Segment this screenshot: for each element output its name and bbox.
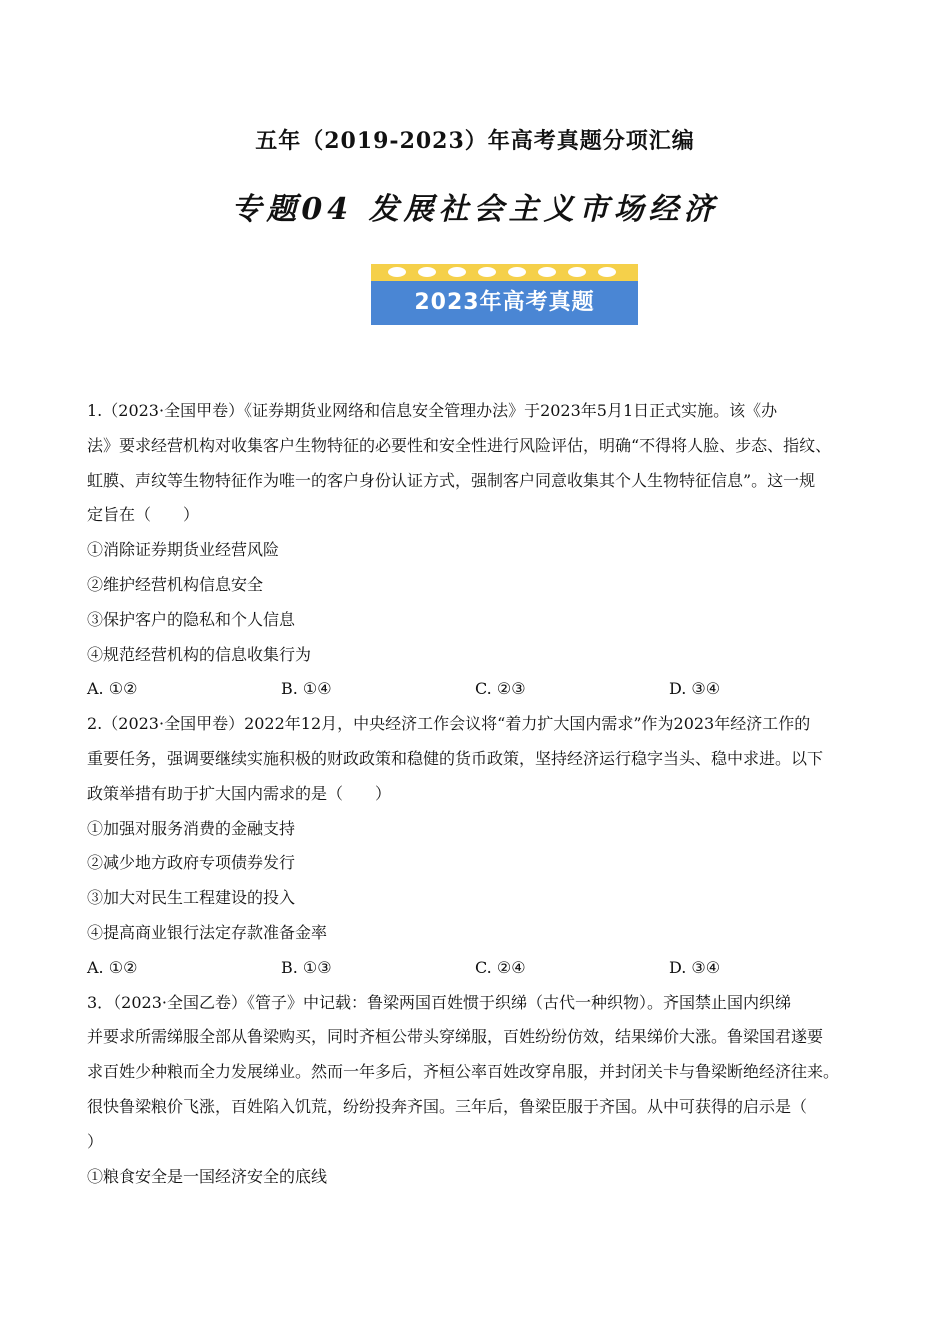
statement: ③保护客户的隐私和个人信息 — [87, 609, 296, 629]
option-a: A. ①② — [87, 679, 138, 699]
topic-title: 专题04 发展社会主义市场经济 — [231, 192, 719, 227]
option-c: C. ②④ — [475, 957, 526, 977]
question-stem-line: ） — [87, 1131, 104, 1151]
banner-dot — [448, 267, 466, 277]
statement: ①消除证券期货业经营风险 — [87, 540, 280, 560]
collection-title: 五年（2019-2023）年高考真题分项汇编 — [255, 128, 695, 154]
banner-dots — [371, 267, 638, 279]
question-2 — [87, 707, 877, 985]
option-d: D. ③④ — [669, 679, 721, 699]
question-stem-line: 并要求所需绨服全部从鲁梁购买，同时齐桓公带头穿绨服，百姓纷纷仿效，结果绨价大涨。鲁梁国君遂要 — [87, 1027, 824, 1047]
banner-dot — [508, 267, 526, 277]
banner-dot — [478, 267, 496, 277]
option-d: D. ③④ — [669, 957, 721, 977]
statement: ④提高商业银行法定存款准备金率 — [87, 922, 328, 942]
question-stem-line: 重要任务，强调要继续实施积极的财政政策和稳健的货币政策，坚持经济运行稳字当头、稳中求进。以下 — [87, 748, 824, 768]
statement: ③加大对民生工程建设的投入 — [87, 888, 296, 908]
banner-ribbon — [371, 264, 638, 281]
option-c: C. ②③ — [475, 679, 526, 699]
question-stem-line: 虹膜、声纹等生物特征作为唯一的客户身份认证方式，强制客户同意收集其个人生物特征信息”。这一规 — [87, 470, 816, 490]
question-1 — [87, 394, 877, 707]
question-stem-line: 政策举措有助于扩大国内需求的是（ ） — [87, 783, 392, 803]
question-list — [87, 394, 877, 1194]
banner-dot — [538, 267, 556, 277]
question-stem-line: 3．（2023·全国乙卷）《管子》中记载：鲁梁两国百姓惯于织绨（古代一种织物）。齐国禁止国内织绨 — [87, 992, 791, 1012]
option-a: A. ①② — [87, 957, 138, 977]
section-banner — [371, 264, 638, 325]
statement: ②维护经营机构信息安全 — [87, 574, 264, 594]
banner-dot — [568, 267, 586, 277]
option-b: B. ①④ — [281, 679, 332, 699]
banner-label: 2023年高考真题 — [371, 281, 638, 325]
statement: ①粮食安全是一国经济安全的底线 — [87, 1166, 328, 1186]
banner-dot — [598, 267, 616, 277]
banner-dot — [388, 267, 406, 277]
statement: ④规范经营机构的信息收集行为 — [87, 644, 312, 664]
question-stem-line: 2.（2023·全国甲卷）2022年12月，中央经济工作会议将“着力扩大国内需求”作为2023年经济工作的 — [87, 714, 811, 734]
question-stem-line: 定旨在（ ） — [87, 505, 200, 525]
question-stem-line: 法》要求经营机构对收集客户生物特征的必要性和安全性进行风险评估，明确“不得将人脸、步态、指纹、 — [87, 435, 832, 455]
answer-options — [87, 951, 877, 986]
banner-dot — [418, 267, 436, 277]
question-stem-line: 很快鲁梁粮价飞涨，百姓陷入饥荒，纷纷投奔齐国。三年后，鲁梁臣服于齐国。从中可获得的启示是（ — [87, 1096, 808, 1116]
question-stem-line: 求百姓少种粮而全力发展绨业。然而一年多后，齐桓公率百姓改穿帛服，并封闭关卡与鲁梁断绝经济往来。 — [87, 1062, 840, 1082]
statement: ①加强对服务消费的金融支持 — [87, 818, 296, 838]
option-b: B. ①③ — [281, 957, 332, 977]
question-stem-line: 1.（2023·全国甲卷）《证券期货业网络和信息安全管理办法》于2023年5月1日正式实施。该《办 — [87, 401, 778, 420]
answer-options — [87, 672, 877, 707]
question-3 — [87, 986, 877, 1195]
statement: ②减少地方政府专项债券发行 — [87, 853, 296, 873]
